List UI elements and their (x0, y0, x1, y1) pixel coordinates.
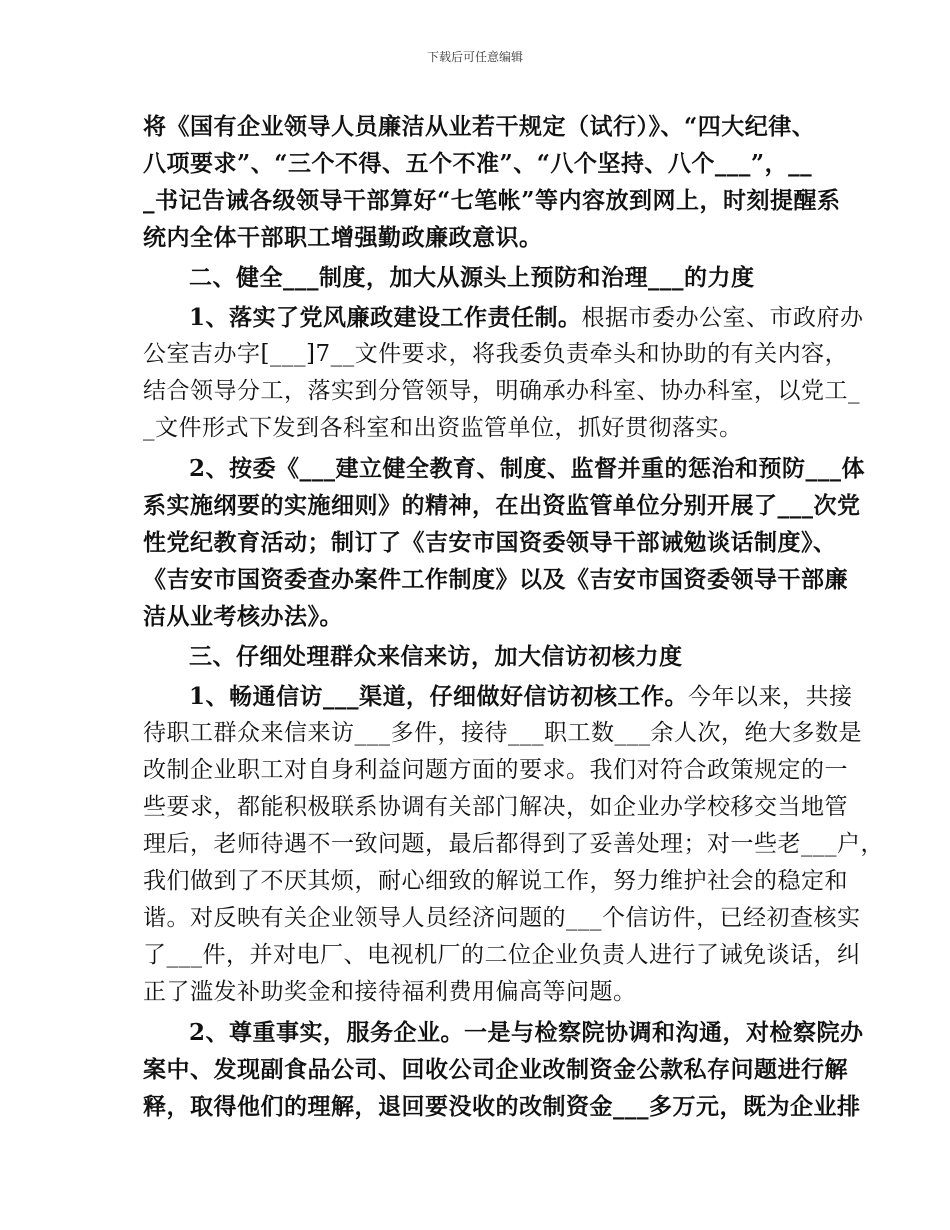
document-body (143, 108, 884, 1125)
text-line: 将《国有企业领导人员廉洁从业若干规定（试行）》、“四大纪律、 (143, 113, 816, 140)
text-line: _书记告诫各级领导干部算好“七笔帐”等内容放到网上，时刻提醒系 (143, 187, 841, 214)
text-line: 了___件，并对电厂、电视机厂的二位企业负责人进行了诫免谈话，纠 (143, 942, 861, 968)
text-line: _文件形式下发到各科室和出资监管单位，抓好贯彻落实。 (143, 415, 743, 441)
text-line: 释，取得他们的理解，退回要没收的改制资金___多万元，既为企业排 (143, 1093, 861, 1120)
paragraph-2-1: 1、落实了党风廉政建设工作责任制。根据市委办公室、市政府办 (189, 304, 864, 331)
section-heading-3: 三、仔细处理群众来信来访，加大信访初核力度 (189, 643, 683, 670)
text-line: 八项要求”、“三个不得、五个不准”、“八个坚持、八个___”，__ (143, 150, 813, 177)
text-line: 正了滥发补助奖金和接待福利费用偏高等问题。 (143, 979, 637, 1005)
page-header: 下载后可任意编辑 (426, 50, 523, 64)
text-line: 系实施纲要的实施细则》的精神，在出资监管单位分别开展了___次党 (143, 492, 861, 519)
text-line: 我们做到了不厌其烦，耐心细致的解说工作，努力维护社会的稳定和 (143, 868, 848, 894)
text-line: 公室吉办字[___]7__文件要求，将我委负责牵头和协助的有关内容， (143, 341, 849, 367)
paragraph-3-1: 1、畅通信访___渠道，仔细做好信访初核工作。今年以来，共接 (189, 683, 853, 710)
paragraph-2-2: 2、按委《___建立健全教育、制度、监督并重的惩治和预防___体 (189, 455, 866, 482)
text-line: 改制企业职工对自身利益问题方面的要求。我们对符合政策规定的一 (143, 757, 848, 783)
section-heading-2: 二、健全___制度，加大从源头上预防和治理___的力度 (189, 264, 755, 291)
text-line: 洁从业考核办法》。 (143, 603, 343, 630)
text-line: 结合领导分工，落实到分管领导，明确承办科室、协办科室，以党工_ (143, 378, 860, 404)
paragraph-3-2: 2、尊重事实，服务企业。一是与检察院协调和沟通，对检察院办 (189, 1019, 864, 1046)
text-line: 理后，老师待遇不一致问题，最后都得到了妥善处理；对一些老___户， (143, 831, 884, 857)
text-line: 统内全体干部职工增强勤政廉政意识。 (143, 224, 543, 251)
text-line: 谐。对反映有关企业领导人员经济问题的___个信访件，已经初查核实 (143, 905, 861, 931)
text-line: 《吉安市国资委查办案件工作制度》以及《吉安市国资委领导干部廉 (143, 566, 848, 593)
text-line: 些要求，都能积极联系协调有关部门解决，如企业办学校移交当地管 (143, 794, 848, 820)
text-line: 性党纪教育活动；制订了《吉安市国资委领导干部诫勉谈话制度》、 (143, 529, 837, 556)
text-line: 待职工群众来信来访___多件，接待___职工数___余人次，绝大多数是 (143, 720, 862, 746)
text-line: 案中、发现副食品公司、回收公司企业改制资金公款私存问题进行解 (143, 1056, 848, 1083)
